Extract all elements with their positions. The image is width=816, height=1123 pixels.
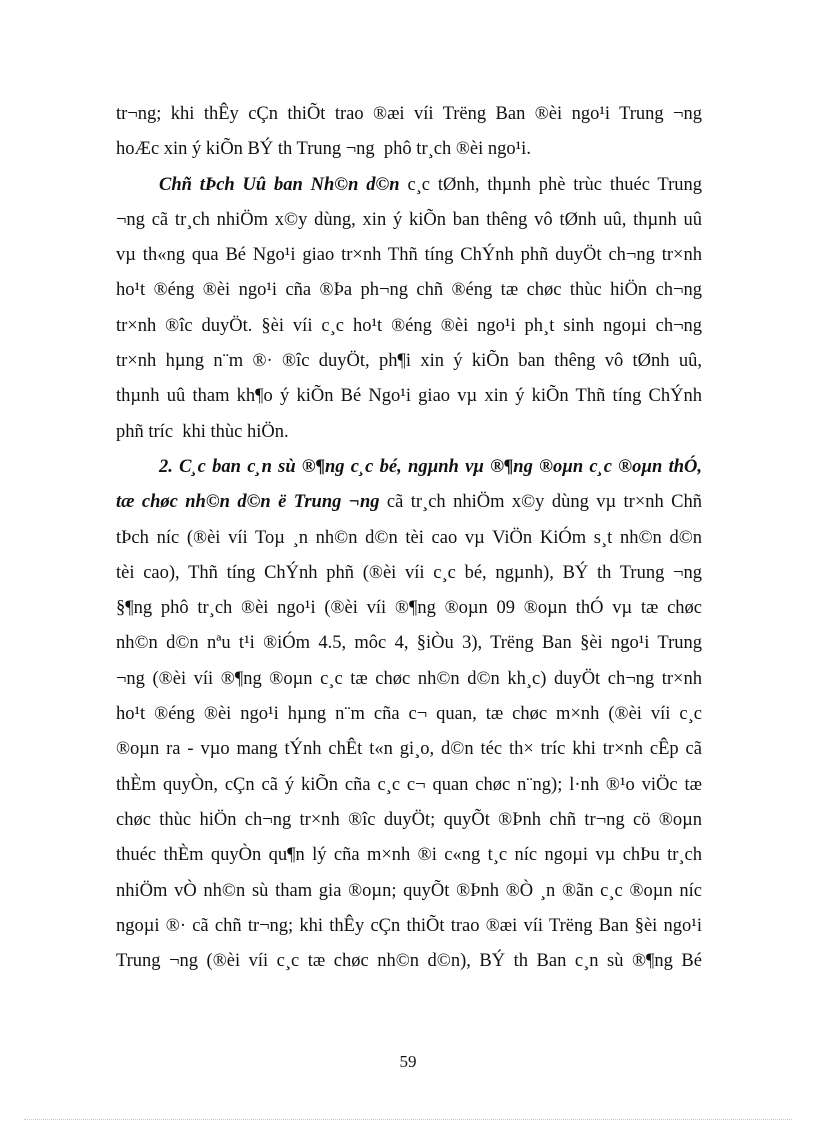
text-run: cã tr¸ch nhiÖm x©y dùng vµ tr×nh Chñ <box>386 492 702 513</box>
text-run: c¸c tØnh, thµnh phè trùc thuéc Trung <box>407 174 702 195</box>
text-line <box>116 662 702 697</box>
text-run: thÈm quyÒn, cÇn cã ý kiÕn cña c¸c c¬ quan chøc n¨ng); l·nh ®¹o viÖc tæ <box>116 774 702 795</box>
text-line <box>116 450 702 485</box>
text-line <box>116 944 702 979</box>
text-line <box>116 415 702 450</box>
text-run: §¶ng phô tr¸ch ®èi ngo¹i (®èi víi ®¶ng ®oµn 09 ®oµn thÓ vµ tæ chøc <box>116 598 702 619</box>
text-line <box>116 874 702 909</box>
text-line <box>116 379 702 414</box>
text-run: ho¹t ®éng ®èi ngo¹i hµng n¨m cña c¬ quan, tæ chøc m×nh (®èi víi c¸c <box>116 704 702 725</box>
text-run: ¬ng cã tr¸ch nhiÖm x©y dùng, xin ý kiÕn ban thêng vô tØnh uû, thµnh uû <box>116 209 702 230</box>
text-run: ¬ng (®èi víi ®¶ng ®oµn c¸c tæ chøc nh©n d©n kh¸c) duyÖt ch¬ng tr×nh <box>116 668 702 689</box>
text-line <box>116 97 702 132</box>
text-line <box>116 909 702 944</box>
emphasized-text: Chñ tÞch Uû ban Nh©n d©n <box>159 174 408 195</box>
text-line <box>116 273 702 308</box>
text-run: phñ tríc khi thùc hiÖn. <box>116 421 289 442</box>
text-run: ngoµi ®· cã chñ tr¬ng; khi thÊy cÇn thiÕt trao ®æi víi Trëng Ban §èi ngo¹i <box>116 915 702 936</box>
text-run: chøc thùc hiÖn ch¬ng tr×nh ®îc duyÖt; quyÕt ®Þnh chñ tr¬ng cö ®oµn <box>116 809 702 830</box>
text-line <box>116 838 702 873</box>
text-line <box>116 132 702 167</box>
text-line <box>116 168 702 203</box>
text-line <box>116 697 702 732</box>
emphasized-text: 2. C¸c ban c¸n sù ®¶ng c¸c bé, ngµnh vµ ®¶ng ®oµn c¸c ®oµn thÓ, <box>159 456 702 477</box>
text-run: tèi cao), Thñ tíng ChÝnh phñ (®èi víi c¸c bé, ngµnh), BÝ th Trung ¬ng <box>116 562 702 583</box>
footer-divider <box>24 1119 792 1120</box>
text-line <box>116 626 702 661</box>
text-line <box>116 803 702 838</box>
text-line <box>116 485 702 520</box>
text-line <box>116 309 702 344</box>
text-run: hoÆc xin ý kiÕn BÝ th Trung ¬ng phô tr¸ch ®èi ngo¹i. <box>116 139 531 160</box>
text-run: Trung ¬ng (®èi víi c¸c tæ chøc nh©n d©n), BÝ th Ban c¸n sù ®¶ng Bé <box>116 951 702 972</box>
text-line <box>116 732 702 767</box>
text-line <box>116 521 702 556</box>
text-run: tÞch níc (®èi víi Toµ ¸n nh©n d©n tèi cao vµ ViÖn KiÓm s¸t nh©n d©n <box>116 527 702 548</box>
text-run: thµnh uû tham kh¶o ý kiÕn Bé Ngo¹i giao vµ xin ý kiÕn Thñ tíng ChÝnh <box>116 386 702 407</box>
text-run: ho¹t ®éng ®èi ngo¹i cña ®Þa ph¬ng chñ ®éng tæ chøc thùc hiÖn ch¬ng <box>116 280 702 301</box>
text-line <box>116 203 702 238</box>
text-run: vµ th«ng qua Bé Ngo¹i giao tr×nh Thñ tíng ChÝnh phñ duyÖt ch¬ng tr×nh <box>116 245 702 266</box>
text-line <box>116 556 702 591</box>
text-line <box>116 344 702 379</box>
emphasized-text: tæ chøc nh©n d©n ë Trung ¬ng <box>116 492 387 513</box>
text-run: thuéc thÈm quyÒn qu¶n lý cña m×nh ®i c«ng t¸c níc ngoµi vµ chÞu tr¸ch <box>116 845 702 866</box>
text-run: nhiÖm vÒ nh©n sù tham gia ®oµn; quyÕt ®Þnh ®Ò ¸n ®ãn c¸c ®oµn níc <box>116 880 702 901</box>
text-run: tr×nh hµng n¨m ®· ®îc duyÖt, ph¶i xin ý kiÕn ban thêng vô tØnh uû, <box>116 351 702 372</box>
text-line <box>116 238 702 273</box>
body-text <box>116 97 702 979</box>
text-line <box>116 768 702 803</box>
text-line <box>116 591 702 626</box>
text-run: ®oµn ra - vµo mang tÝnh chÊt t«n gi¸o, d©n téc th× tríc khi tr×nh cÊp cã <box>116 739 702 760</box>
text-run: tr×nh ®îc duyÖt. §èi víi c¸c ho¹t ®éng ®èi ngo¹i ph¸t sinh ngoµi ch¬ng <box>116 315 702 336</box>
text-run: nh©n d©n nªu t¹i ®iÓm 4.5, môc 4, §iÒu 3), Trëng Ban §èi ngo¹i Trung <box>116 633 702 654</box>
page-number: 59 <box>399 1052 417 1071</box>
text-run: tr¬ng; khi thÊy cÇn thiÕt trao ®æi víi Trëng Ban ®èi ngo¹i Trung ¬ng <box>116 104 702 124</box>
